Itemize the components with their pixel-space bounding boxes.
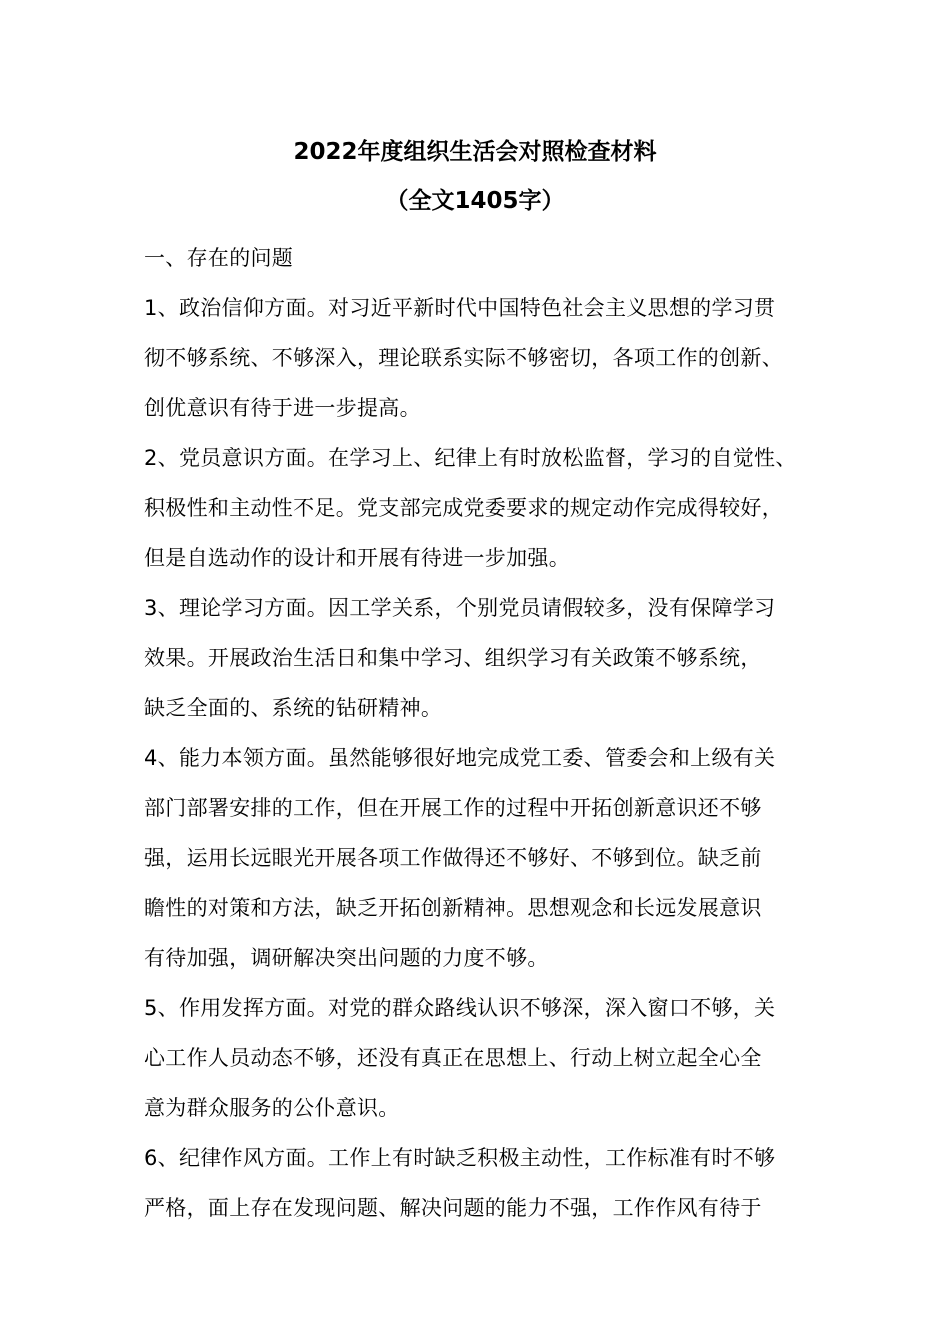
text-line: 效果。开展政治生活日和集中学习、组织学习有关政策不够系统， <box>144 646 762 670</box>
text-line: 瞻性的对策和方法，缺乏开拓创新精神。思想观念和长远发展意识 <box>144 896 762 920</box>
text-line: 4、能力本领方面。虽然能够很好地完成党工委、管委会和上级有关 <box>144 746 776 770</box>
text-line: 3、理论学习方面。因工学关系，个别党员请假较多，没有保障学习 <box>144 596 776 620</box>
text-line: 积极性和主动性不足。党支部完成党委要求的规定动作完成得较好， <box>144 496 783 520</box>
text-line: 严格，面上存在发现问题、解决问题的能力不强，工作作风有待于 <box>144 1196 762 1220</box>
text-line: 强，运用长远眼光开展各项工作做得还不够好、不够到位。缺乏前 <box>144 846 762 870</box>
document-subtitle: （全文1405字） <box>385 188 565 214</box>
text-line: 但是自选动作的设计和开展有待进一步加强。 <box>144 546 570 570</box>
text-line: 缺乏全面的、系统的钻研精神。 <box>144 696 443 720</box>
text-line: 彻不够系统、不够深入，理论联系实际不够密切，各项工作的创新、 <box>144 346 783 370</box>
text-line: 1、政治信仰方面。对习近平新时代中国特色社会主义思想的学习贯 <box>144 296 776 320</box>
text-line: 6、纪律作风方面。工作上有时缺乏积极主动性，工作标准有时不够 <box>144 1146 776 1170</box>
document-title: 2022年度组织生活会对照检查材料 <box>293 139 657 165</box>
section-heading: 一、存在的问题 <box>144 246 294 270</box>
text-line: 创优意识有待于进一步提高。 <box>144 396 421 420</box>
text-line: 部门部署安排的工作，但在开展工作的过程中开拓创新意识还不够 <box>144 796 762 820</box>
text-line: 心工作人员动态不够，还没有真正在思想上、行动上树立起全心全 <box>144 1046 762 1070</box>
text-line: 5、作用发挥方面。对党的群众路线认识不够深，深入窗口不够，关 <box>144 996 776 1020</box>
document-body <box>144 233 834 1233</box>
text-line: 2、党员意识方面。在学习上、纪律上有时放松监督，学习的自觉性、 <box>144 446 797 470</box>
text-line: 有待加强，调研解决突出问题的力度不够。 <box>144 946 549 970</box>
text-line: 意为群众服务的公仆意识。 <box>144 1096 400 1120</box>
